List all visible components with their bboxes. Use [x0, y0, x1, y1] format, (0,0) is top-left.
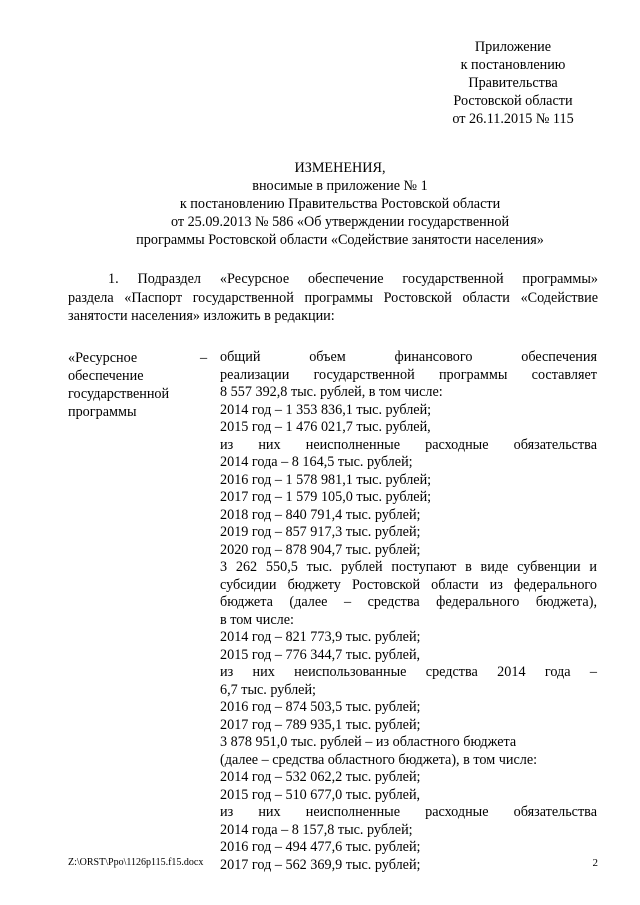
document-title — [80, 159, 600, 249]
funding-line: 2014 год – 532 062,2 тыс. рублей; — [220, 769, 421, 785]
funding-line: бюджета (далее – средства федерального бюджета), — [220, 594, 597, 610]
funding-line: 2015 год – 776 344,7 тыс. рублей, — [220, 646, 421, 663]
section-label — [68, 349, 188, 421]
funding-line: 2015 год – 1 476 021,7 тыс. рублей, — [220, 419, 431, 435]
intro-line: раздела «Паспорт государственной программы Ростовской области «Содействие — [68, 289, 598, 306]
label-line: «Ресурсное — [68, 350, 138, 366]
funding-line: 2016 год – 874 503,5 тыс. рублей; — [220, 699, 421, 715]
funding-line: 2015 год – 510 677,0 тыс. рублей, — [220, 786, 421, 803]
funding-line: 3 262 550,5 тыс. рублей поступают в виде субвенции и — [220, 559, 597, 575]
approval-line: к постановлению — [460, 57, 566, 73]
funding-line: 8 557 392,8 тыс. рублей, в том числе: — [220, 384, 443, 400]
funding-line: 2014 год – 1 353 836,1 тыс. рублей; — [220, 401, 432, 418]
funding-line: из них неисполненные расходные обязательства — [220, 804, 597, 820]
section-dash: – — [200, 350, 208, 366]
funding-line: 3 878 951,0 тыс. рублей – из областного бюджета — [220, 734, 517, 750]
funding-line: 2016 год – 1 578 981,1 тыс. рублей; — [220, 471, 432, 488]
intro-line: 1. Подраздел «Ресурсное обеспечение государственной программы» — [108, 271, 598, 287]
funding-line: 2020 год – 878 904,7 тыс. рублей; — [220, 541, 421, 558]
funding-line: субсидии бюджету Ростовской области из федерального — [220, 576, 597, 593]
funding-line: 6,7 тыс. рублей; — [220, 681, 316, 698]
label-line: программы — [68, 404, 137, 420]
intro-paragraph — [68, 270, 598, 326]
funding-line: в том числе: — [220, 611, 294, 628]
approval-line: Приложение — [474, 39, 552, 55]
funding-line: 2017 год – 789 935,1 тыс. рублей; — [220, 716, 421, 733]
funding-line: 2018 год – 840 791,4 тыс. рублей; — [220, 506, 421, 523]
file-path: Z:\ORST\Ppo\1126p115.f15.docx — [68, 857, 204, 868]
funding-line: 2014 года – 8 157,8 тыс. рублей; — [220, 821, 413, 838]
label-line: обеспечение — [68, 368, 144, 384]
funding-details — [220, 349, 597, 874]
approval-line: Ростовской области — [453, 93, 573, 109]
funding-line: из них неиспользованные средства 2014 года – — [220, 664, 597, 680]
approval-block — [428, 38, 598, 128]
funding-line: 2014 год – 821 773,9 тыс. рублей; — [220, 629, 421, 645]
funding-line: 2017 год – 562 369,9 тыс. рублей; — [220, 856, 421, 873]
title-line: от 25.09.2013 № 586 «Об утверждении государственной — [170, 214, 510, 230]
funding-line: 2014 года – 8 164,5 тыс. рублей; — [220, 454, 413, 470]
title-heading: ИЗМЕНЕНИЯ, — [294, 160, 386, 176]
funding-line: 2016 год – 494 477,6 тыс. рублей; — [220, 839, 421, 855]
approval-line: Правительства — [468, 75, 558, 91]
intro-line: занятости населения» изложить в редакции: — [68, 308, 335, 324]
funding-line: общий объем финансового обеспечения — [220, 349, 597, 365]
funding-line: реализации государственной программы составляет — [220, 366, 597, 383]
funding-line: 2019 год – 857 917,3 тыс. рублей; — [220, 524, 421, 540]
funding-line: из них неисполненные расходные обязательства — [220, 436, 597, 453]
funding-line: 2017 год – 1 579 105,0 тыс. рублей; — [220, 489, 432, 505]
title-line: программы Ростовской области «Содействие занятости населения» — [136, 232, 544, 248]
title-line: вносимые в приложение № 1 — [252, 178, 428, 194]
title-line: к постановлению Правительства Ростовской области — [179, 196, 501, 212]
funding-line: (далее – средства областного бюджета), в том числе: — [220, 751, 538, 768]
label-line: государственной — [68, 386, 170, 402]
approval-line: от 26.11.2015 № 115 — [452, 111, 574, 127]
page-number: 2 — [592, 857, 598, 869]
